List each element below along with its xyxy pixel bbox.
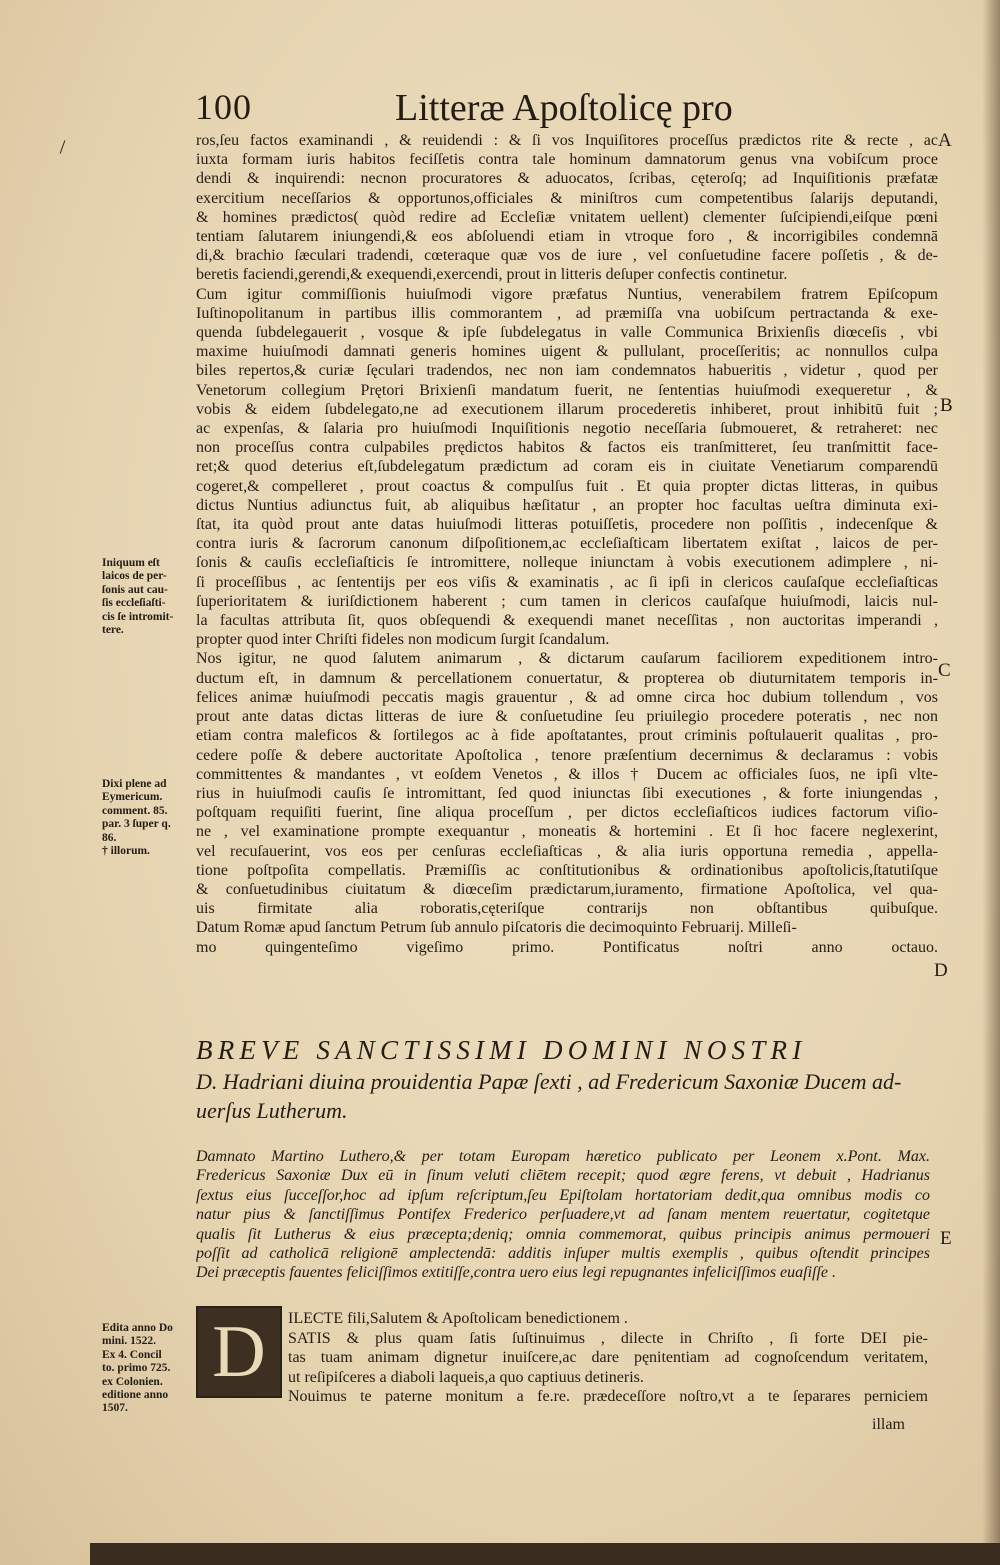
text-line: dictus Nuntius adiunctus fuit, ab aliquibus hæſitatur , an propter hoc facultas ueſtra diminuta exi- [196, 496, 938, 514]
text-line: iuxta formam iuris habitos feciſſetis contra tale hominum damnatorum genus vna vobiſcum proce [196, 151, 938, 169]
text-line: la facultas attributa ſit, quos obſequendi & exequendi manet neceſſitas , non auctoritas imperandi , [196, 612, 938, 630]
summary-line: qualis ſit Lutherus & eius præcepta;deniq; omnia commemorat, quibus principis animus permoueri [196, 1225, 930, 1243]
text-line: ne , vel examinatione prompte exequantur , moneatis & hortemini . Et ſi hoc facere neglexerint, [196, 823, 938, 841]
margin-note-line: cis ſe intromit- [102, 610, 174, 623]
stray-ink-mark [60, 140, 66, 153]
letter-text [288, 1309, 928, 1407]
summary-line: Fredericus Saxoniæ Dux eū in ſinum veluti cliētem recepit; quod ægre ferens, vt debuit , Hadrianus [196, 1167, 930, 1185]
breve-title-line-3: uerſus Lutherum. [196, 1098, 348, 1123]
breve-title-line-2: D. Hadriani diuina prouidentia Papæ ſexti , ad Fredericum Saxoniæ Ducem ad- [196, 1069, 902, 1094]
text-line: ros,ſeu factos examinandi , & reuidendi : & ſi vos Inquiſitores proceſſus prædictos rite & recte , ac [196, 132, 938, 149]
margin-note-line: † illorum. [102, 845, 150, 858]
margin-note-line: laicos de per- [102, 570, 167, 583]
margin-note-line: par. 3 ſuper q. [102, 818, 171, 831]
page-number: 100 [195, 87, 252, 127]
text-line: & homines prædictos( quòd redire ad Eccleſiæ vnitatem uellent) clementer ſuſcipiendi,eiſque pœni [196, 208, 938, 226]
running-head: Litteræ Apoſtolicę pro [395, 87, 733, 129]
text-line: cedere poſſe & debere auctoritate Apoſtolica , tenore præſentium decernimus & declaramus : vobis [196, 746, 938, 764]
margin-note-edita [102, 1322, 192, 1416]
text-line: quenda ſubdelegauerit , vosque & ipſe ſubdelegatus in valle Communica Brixienſis diœceſis , vbi [196, 324, 938, 342]
text-line: & conſuetudinibus ciuitatum & diœceſim prædictarum,iuramento, firmatione Apoſtolica, vel qua- [196, 880, 938, 898]
text-line: prout ante datas dictas litteras de iure & conſuetudine ſeu priuilegio procedere poteratis , nec non [196, 708, 938, 726]
text-line: tione poſtpoſita compellatis. Præmiſſis ac conſtitutionibus & ordinationibus apoſtolicis,ſtatutiſque [196, 861, 938, 879]
summary-line: Damnato Martino Luthero,& per totam Europam hæretico publicato per Leonem x.Pont. Max. [196, 1148, 930, 1165]
text-line: ductum eſt, in damnum & percellationem conuertatur, & propterea ob diuturnitatem temporis in- [196, 669, 938, 687]
text-line: Datum Romæ apud ſanctum Petrum ſub annulo piſcatoris die decimoquinto Februarij. Milleſi- [196, 919, 797, 937]
page-header [195, 86, 955, 136]
text-line: ſtat, ita quòd prout ante datas huiuſmodi litteras potuiſſetis, procedere non poſſitis , indecenſque & [196, 516, 938, 534]
margin-note-line: comment. 85. [102, 804, 168, 817]
catchword: illam [872, 1416, 905, 1433]
margin-note-line: editione anno [102, 1389, 169, 1402]
text-line: uis firmitate alia roboratis,cęteriſque contrarijs non obſtantibus quibuſque. [196, 900, 938, 918]
text-line: committentes & mandantes , vt eoſdem Venetos , & illos † Ducem ac officiales ſuos, ne ipſi vlte- [196, 765, 938, 783]
summary-line: natur pius & ſanctiſſimus Pontifex Frederico perſuadere,vt ad ſanam mentem reuertatur, cogitetque [196, 1206, 930, 1224]
text-line: Venetorum collegium Prętori Brixienſi mandatum fuerit, ne ſententias huiuſmodi exequeretur , & [196, 381, 938, 399]
margin-note-line: tere. [102, 624, 124, 637]
margin-note-line: Ex 4. Concil [102, 1348, 162, 1361]
text-line: felices animæ huiuſmodi peccatis magis grauentur , & ad omne circa hoc dubium tollendum , vos [196, 688, 938, 706]
margin-note-line: Dixi plene ad [102, 778, 167, 790]
binding-shadow [982, 0, 1000, 1565]
section-letter-c: C [938, 660, 951, 681]
section-letter-b: B [940, 395, 953, 416]
text-line: di,& brachio ſæculari tradendi, cœteraque quæ vos de iure , vel conſuetudine facere poſſetis , & de- [196, 247, 938, 265]
summary-line: poſſit ad catholicā religionē amplectendā: additis inſuper multis exemplis , quibus oſtendit principes [196, 1245, 930, 1263]
text-line: ſuperioritatem & iuriſdictionem haberent ; cum tamen in clericos cauſaſque huiuſmodi, laicis nul- [196, 592, 938, 610]
section-letter-e: E [940, 1228, 952, 1249]
text-line: maxime huiuſmodi damnati generis homines uigent & pullulant, proceſſeritis; ac nonnullos culpa [196, 343, 938, 361]
text-line: ſi proceſſibus , ac ſententijs per eos viſis & examinatis , ac ſi ipſi in clericos cauſaſque eccleſiaſticas [196, 573, 938, 591]
letter-line: ut reſipiſceres a diaboli laqueis,a quo captiuus detineris. [288, 1368, 644, 1386]
breve-title [196, 1033, 938, 1125]
text-line: Cum igitur commiſſionis huiuſmodi vigore præfatus Nuntius, venerabilem fratrem Epiſcopum [196, 285, 938, 303]
text-line: biles repertos,& curiæ ſęculari tradendos, nec non iam condemnatos habueritis , videtur , quod per [196, 362, 938, 380]
margin-note-line: Edita anno Do [102, 1322, 173, 1334]
initial-letter: D [212, 1311, 266, 1393]
section-letter-d: D [934, 960, 948, 981]
letter-line: ILECTE fili,Salutem & Apoſtolicam benedictionem . [288, 1310, 628, 1327]
letter-line: Nouimus te paterne monitum a fe.re. prædeceſſore noſtro,vt a te ſeparares perniciem [288, 1388, 928, 1406]
margin-note-line: 1507. [102, 1402, 128, 1415]
text-line: vel recuſauerint, vos eos per cenſuras eccleſiaſticas , & alia iuris opportuna remedia , appella- [196, 842, 938, 860]
margin-note-line: to. primo 725. [102, 1362, 171, 1375]
text-line: dendi & inquirendi: necnon procuratores & aduocatos, ſcribas, cęteroſq; ad Inquiſitionis præfatæ [196, 170, 938, 188]
breve-title-line-1: BREVE SANCTISSIMI DOMINI NOSTRI [196, 1035, 807, 1065]
summary-line: Dei præceptis fauentes feliciſſimos extitiſſe,contra uero eius legi repugnantes infeliciſſimos euaſiſſe . [196, 1264, 837, 1282]
text-line: ret;& quod deterius eſt,ſubdelegatum prædictum ad coram eis in ciuitate Venetiarum comparendū [196, 458, 938, 476]
text-line: rius in huiuſmodi cauſis ſe intromittant, ſed quod iniunctas ſibi executiones , & forte iniungendas , [196, 784, 938, 802]
letter-line: tas tuam animam dignetur inuiſcere,ac dare pęnitentiam ad cognoſcendum veritatem, [288, 1349, 928, 1367]
margin-note-line: ex Colonien. [102, 1375, 163, 1388]
text-line: ac expenſas, & ſalaria pro huiuſmodi Inquiſitionis negotio neceſſaria ſubmoueret, & retraheret: nec [196, 420, 938, 438]
text-line: vobis & eidem ſubdelegato,ne ad executionem illarum procederetis inhiberet, prout inhibitū fuit ; [196, 400, 938, 418]
margin-note-line: ſis eccleſiaſti- [102, 597, 166, 610]
text-line: etiam contra maleficos & ſortilegos ac à fide apoſtatantes, prout criminis poſtulauerit qualitas , pro- [196, 727, 938, 745]
argument-summary [196, 1147, 930, 1283]
text-line: contra iuris & ſacrorum canonum diſpoſitionem,ac eccleſiaſticam libertatem exiſtat , laicos de per- [196, 535, 938, 553]
margin-note-line: mini. 1522. [102, 1335, 156, 1348]
section-letter-a: A [938, 130, 952, 151]
text-line: Iuſtinopolitanum in partibus illis commorantem , ad præmiſſa vna uobiſcum pertractanda & exe- [196, 304, 938, 322]
text-line: cogeret,& compelleret , prout coactus & compulſus fuit . Et quia propter dictas litteras, in quibus [196, 477, 938, 495]
text-line: propter quod inter Chriſti fideles non modicum ſurgit ſcandalum. [196, 631, 610, 649]
text-line: tentiam ſalutarem iniungendi,& eos abſoluendi etiam in vtroque foro , & incorrigibiles condemnā [196, 228, 938, 246]
text-line: mo quingenteſimo vigeſimo primo. Pontificatus noſtri anno octauo. [196, 938, 938, 956]
text-line: poſtquam requiſiti fuerint, ſine aliqua proceſſum , per dictos eccleſiaſticos iudices factorum viſio- [196, 804, 938, 822]
ornamental-initial [196, 1306, 282, 1398]
margin-note-iniquum [102, 557, 192, 637]
text-line: Nos igitur, ne quod ſalutem animarum , & dictarum cauſarum faciliorem expeditionem intro- [196, 650, 938, 668]
main-text [196, 131, 938, 957]
summary-line: ſextus eius ſucceſſor,hoc ad ipſum reſcriptum,ſeu Epiſtolam hortatoriam dedit,qua omnibus modis co [196, 1186, 930, 1204]
text-line: exercitium neceſſarios & opportunos,officiales & miniſtros cum competentibus ſalarijs deputandi, [196, 189, 938, 207]
letter-line: SATIS & plus quam ſatis ſuſtinuimus , dilecte in Chriſto , ſi forte DEI pie- [288, 1329, 928, 1347]
margin-note-eymericum [102, 778, 192, 858]
margin-note-line: 86. [102, 831, 117, 844]
margin-note-line: Iniquum eſt [102, 557, 160, 569]
margin-note-line: Eymericum. [102, 791, 163, 804]
text-line: beretis faciendi,gerendi,& exequendi,exercendi, prout in litteris deſuper confectis continetur. [196, 266, 788, 284]
text-line: ſonis & cauſis eccleſiaſticis ſe intromittere, nolleque iniunctam à vobis executionem adimplere , ni- [196, 554, 938, 572]
text-line: non proceſſus contra culpabiles prędictos habitos & factos eis tranſmitteret, ſeu tranſmittit face- [196, 439, 938, 457]
scan-edge [90, 1543, 1000, 1565]
margin-note-line: ſonis aut cau- [102, 583, 168, 596]
